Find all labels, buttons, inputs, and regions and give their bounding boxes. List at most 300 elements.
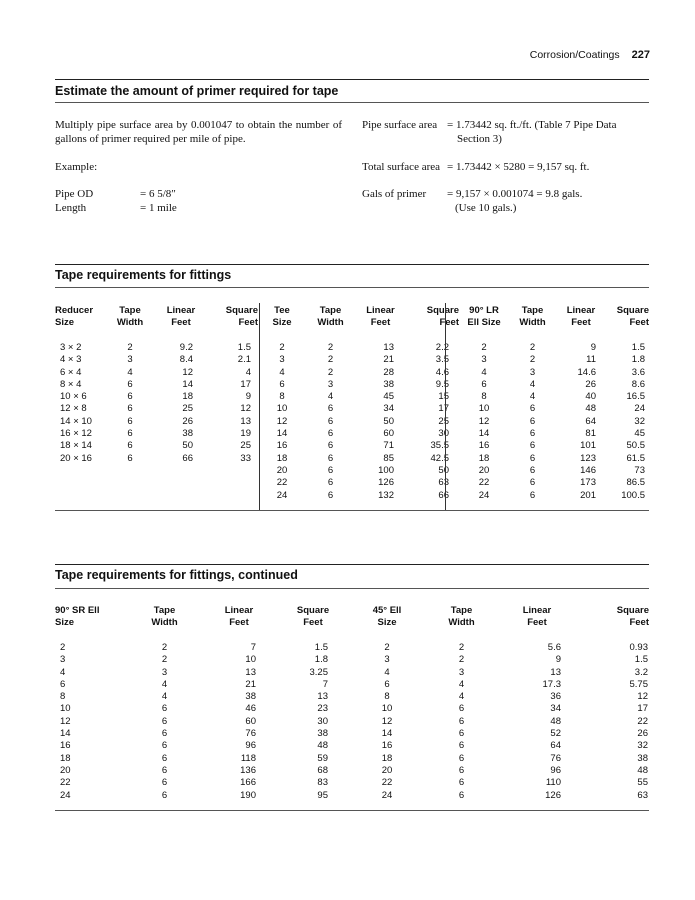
column-header bbox=[105, 305, 155, 342]
table-cell: 6 bbox=[458, 764, 465, 776]
table-cell: 25 bbox=[240, 440, 251, 452]
table-cell: 1.8 bbox=[314, 654, 328, 666]
pipe-od-value: = 6 5/8″ bbox=[140, 188, 176, 200]
column-header bbox=[556, 305, 606, 342]
table-cell: 30 bbox=[438, 428, 449, 440]
section-rule bbox=[55, 102, 649, 103]
table-cell: 6 bbox=[529, 489, 536, 501]
table-cell: 12 bbox=[276, 415, 288, 427]
table-cell: 6 bbox=[127, 378, 133, 390]
table-cell: 6 bbox=[161, 752, 168, 764]
table-cell: 2 bbox=[529, 342, 536, 353]
table-cell: 7 bbox=[322, 678, 328, 690]
table-cell: 64 bbox=[550, 740, 561, 752]
table-cell: 6 bbox=[327, 403, 334, 415]
table-cell: 24 bbox=[60, 789, 71, 801]
table-cell: 38 bbox=[637, 752, 648, 764]
table-cell: 8 bbox=[60, 691, 66, 703]
table-cell: 4 bbox=[458, 678, 465, 690]
table-bottom-rule bbox=[55, 810, 649, 811]
psa-value-1: = 1.73442 sq. ft./ft. (Table 7 Pipe Data bbox=[447, 119, 617, 131]
table-cell bbox=[207, 465, 258, 477]
table-cell: 6 bbox=[161, 789, 168, 801]
column-header-line: Width bbox=[519, 316, 546, 328]
table-row bbox=[55, 642, 649, 654]
table-cell: 2.1 bbox=[237, 354, 251, 366]
table-cell: 2 bbox=[60, 642, 66, 653]
example-label: Example: bbox=[55, 161, 98, 173]
table-cell: 14 bbox=[478, 428, 490, 440]
table-row bbox=[55, 403, 649, 415]
table-cell: 4 bbox=[529, 391, 536, 403]
table-cell: 173 bbox=[580, 477, 596, 489]
column-header-line: Feet bbox=[527, 616, 547, 628]
column-header-line: Size bbox=[55, 616, 75, 628]
table-cell: 126 bbox=[378, 477, 394, 489]
table-cell: 110 bbox=[545, 777, 561, 789]
table-cell: 16 bbox=[60, 740, 71, 752]
table-cell: 6 bbox=[127, 391, 133, 403]
column-header-line: Square bbox=[296, 605, 330, 616]
table-cell: 6 bbox=[127, 440, 133, 452]
table-cell: 4 × 3 bbox=[60, 354, 82, 366]
length-value: = 1 mile bbox=[140, 202, 177, 214]
table-cell: 6 bbox=[161, 764, 168, 776]
table-cell: 18 bbox=[60, 752, 71, 764]
table-cell: 6 × 4 bbox=[60, 366, 82, 378]
table-row bbox=[55, 703, 649, 715]
table-row bbox=[55, 691, 649, 703]
gals-value-2: (Use 10 gals.) bbox=[455, 202, 517, 214]
column-header-line: Tape bbox=[521, 305, 544, 316]
table-cell: 132 bbox=[378, 489, 394, 501]
table-cell: 8 bbox=[279, 391, 285, 403]
table-cell: 52 bbox=[550, 728, 561, 740]
table-cell: 17 bbox=[637, 703, 648, 715]
table-cell: 6 bbox=[161, 777, 168, 789]
table-cell bbox=[105, 465, 155, 477]
table-cell bbox=[105, 477, 155, 489]
table-cell: 8.6 bbox=[631, 378, 645, 390]
table-row bbox=[55, 765, 649, 777]
table-cell: 20 bbox=[381, 764, 393, 776]
table-row bbox=[55, 667, 649, 679]
table-row bbox=[55, 753, 649, 765]
column-header-line: Linear bbox=[224, 605, 254, 616]
table-cell: 100 bbox=[378, 464, 394, 476]
table-cell: 6 bbox=[481, 378, 487, 390]
table-cell: 13 bbox=[240, 415, 251, 427]
table-cell: 2 bbox=[127, 342, 133, 353]
column-header-line: Feet bbox=[439, 316, 459, 328]
table-cell: 12 bbox=[637, 691, 648, 703]
table-cell: 96 bbox=[550, 764, 561, 776]
column-header bbox=[306, 305, 355, 342]
column-header bbox=[459, 305, 509, 342]
column-header-line: Width bbox=[116, 316, 144, 328]
table-cell: 4 bbox=[245, 366, 251, 378]
table-cell: 14 bbox=[60, 728, 71, 740]
column-header bbox=[207, 305, 258, 342]
table-cell: 22 bbox=[381, 777, 393, 789]
table-cell: 2 bbox=[327, 366, 334, 378]
column-header bbox=[155, 305, 207, 342]
table-cell: 6 bbox=[458, 752, 465, 764]
column-header-line: Reducer bbox=[55, 305, 94, 316]
table-cell: 3 bbox=[529, 366, 536, 378]
table-cell: 136 bbox=[240, 764, 256, 776]
table-cell: 12 bbox=[60, 715, 71, 727]
column-header bbox=[350, 605, 424, 642]
table-cell bbox=[105, 490, 155, 502]
tape-fittings-table bbox=[55, 305, 649, 502]
column-header-line: Feet bbox=[571, 316, 591, 328]
table-cell: 8.4 bbox=[179, 354, 193, 366]
column-header-line: Tape bbox=[450, 605, 473, 616]
table-cell: 2.2 bbox=[435, 342, 449, 353]
column-header bbox=[55, 605, 127, 642]
table-cell: 3 bbox=[60, 654, 66, 666]
table-cell: 32 bbox=[637, 740, 648, 752]
table-cell: 55 bbox=[637, 777, 648, 789]
column-header bbox=[127, 605, 202, 642]
table-cell: 3.5 bbox=[435, 354, 449, 366]
table-cell: 3 × 2 bbox=[60, 342, 82, 353]
table-cell: 66 bbox=[438, 489, 449, 501]
column-header bbox=[202, 605, 276, 642]
running-header bbox=[530, 49, 650, 61]
table-cell: 4 bbox=[481, 366, 487, 378]
table-cell: 6 bbox=[327, 428, 334, 440]
table-cell: 85 bbox=[383, 452, 394, 464]
table-row bbox=[55, 777, 649, 789]
table-cell: 6 bbox=[529, 440, 536, 452]
running-header-title: Corrosion/Coatings bbox=[529, 49, 620, 61]
table-row bbox=[55, 428, 649, 440]
table-cell: 18 bbox=[478, 452, 490, 464]
table-cell: 4 bbox=[458, 691, 465, 703]
length-label: Length bbox=[55, 202, 87, 214]
table-cell: 6 bbox=[327, 440, 334, 452]
table-cell: 61.5 bbox=[626, 452, 645, 464]
table-header-row bbox=[55, 305, 649, 342]
table-cell bbox=[155, 477, 207, 489]
table-cell: 2 bbox=[279, 342, 285, 353]
table-cell: 4 bbox=[127, 366, 133, 378]
table-cell: 6 bbox=[529, 452, 536, 464]
table-cell: 1.5 bbox=[631, 342, 645, 353]
table-cell: 24 bbox=[478, 489, 490, 501]
table-cell: 1.8 bbox=[631, 354, 645, 366]
column-header bbox=[575, 605, 649, 642]
column-header-line: Size bbox=[377, 616, 397, 628]
table-cell: 6 bbox=[529, 403, 536, 415]
table-cell: 12 × 8 bbox=[60, 403, 87, 415]
table-cell: 6 bbox=[161, 740, 168, 752]
table-cell: 38 bbox=[383, 378, 394, 390]
table-cell: 20 bbox=[478, 464, 490, 476]
table-cell: 18 bbox=[276, 452, 288, 464]
table-cell: 12 bbox=[381, 715, 393, 727]
table-cell: 1.5 bbox=[314, 642, 328, 653]
column-separator bbox=[259, 303, 260, 510]
table-cell: 6 bbox=[529, 464, 536, 476]
table-cell: 6 bbox=[458, 740, 465, 752]
table-cell: 6 bbox=[458, 728, 465, 740]
table-cell: 190 bbox=[240, 789, 256, 801]
column-header-line: Ell Size bbox=[467, 316, 501, 328]
table-cell: 48 bbox=[637, 764, 648, 776]
table-cell: 20 bbox=[276, 464, 288, 476]
table-cell: 48 bbox=[585, 403, 596, 415]
table-cell: 6 bbox=[127, 452, 133, 464]
section-rule bbox=[55, 287, 649, 288]
table-cell: 13 bbox=[245, 666, 256, 678]
table-cell: 11 bbox=[586, 354, 596, 366]
table-cell: 4 bbox=[384, 666, 390, 678]
table-row bbox=[55, 465, 649, 477]
table-cell: 12 bbox=[478, 415, 490, 427]
calc-block bbox=[362, 118, 652, 215]
table-cell: 3 bbox=[161, 666, 168, 678]
table-cell: 9.5 bbox=[435, 378, 449, 390]
table-cell: 2 bbox=[327, 342, 334, 353]
table-cell: 16.5 bbox=[626, 391, 645, 403]
table-cell: 18 bbox=[182, 391, 193, 403]
table-cell: 24 bbox=[276, 489, 288, 501]
table-cell: 48 bbox=[550, 715, 561, 727]
table-cell: 1.5 bbox=[634, 654, 648, 666]
table-cell: 22 bbox=[478, 477, 490, 489]
column-header-line: Width bbox=[448, 616, 475, 628]
column-header-line: Width bbox=[317, 316, 344, 328]
table-cell: 4 bbox=[161, 678, 168, 690]
section-title-tape-fittings-continued: Tape requirements for fittings, continued bbox=[55, 568, 298, 582]
table-cell: 6 bbox=[127, 415, 133, 427]
table-cell: 64 bbox=[585, 415, 596, 427]
table-cell: 3.6 bbox=[631, 366, 645, 378]
section-title-primer: Estimate the amount of primer required for tape bbox=[55, 84, 339, 98]
table-cell: 3 bbox=[458, 666, 465, 678]
table-cell: 28 bbox=[383, 366, 394, 378]
table-cell: 48 bbox=[317, 740, 328, 752]
table-cell: 2 bbox=[458, 642, 465, 653]
table-cell bbox=[207, 490, 258, 502]
table-row bbox=[55, 477, 649, 489]
table-row bbox=[55, 679, 649, 691]
column-separator bbox=[445, 303, 446, 510]
column-header-line: Size bbox=[55, 316, 75, 328]
table-cell: 10 bbox=[276, 403, 288, 415]
table-cell: 10 bbox=[478, 403, 490, 415]
table-row bbox=[55, 740, 649, 752]
table-row bbox=[55, 490, 649, 502]
table-cell: 21 bbox=[383, 354, 394, 366]
table-cell bbox=[55, 477, 105, 489]
table-cell: 10 × 6 bbox=[60, 391, 87, 403]
tsa-value: = 1.73442 × 5280 = 9,157 sq. ft. bbox=[447, 161, 590, 173]
table-cell bbox=[207, 477, 258, 489]
table-cell: 101 bbox=[580, 440, 596, 452]
table-cell: 6 bbox=[529, 415, 536, 427]
table-cell: 2 bbox=[327, 354, 334, 366]
table-cell: 6 bbox=[458, 777, 465, 789]
table-cell: 3 bbox=[127, 354, 133, 366]
table-cell: 26 bbox=[637, 728, 648, 740]
table-row bbox=[55, 379, 649, 391]
table-cell: 17 bbox=[240, 378, 251, 390]
table-cell: 3 bbox=[481, 354, 487, 366]
table-row bbox=[55, 716, 649, 728]
table-cell: 146 bbox=[580, 464, 596, 476]
table-cell: 4 bbox=[529, 378, 536, 390]
table-cell: 6 bbox=[327, 477, 334, 489]
column-header-line: 45° Ell bbox=[372, 605, 402, 616]
table-cell: 20 bbox=[60, 764, 71, 776]
column-header-line: Width bbox=[151, 616, 178, 628]
table-cell: 100.5 bbox=[621, 489, 645, 501]
table-cell: 22 bbox=[637, 715, 648, 727]
table-cell: 3.2 bbox=[634, 666, 648, 678]
column-header bbox=[258, 305, 306, 342]
table-cell: 71 bbox=[383, 440, 394, 452]
tsa-label: Total surface area bbox=[362, 161, 441, 173]
table-cell: 14 bbox=[276, 428, 288, 440]
table-cell: 6 bbox=[127, 428, 133, 440]
table-cell: 6 bbox=[161, 715, 168, 727]
column-header-line: Feet bbox=[629, 616, 649, 628]
column-header-line: Tape bbox=[319, 305, 342, 316]
table-cell: 10 bbox=[245, 654, 256, 666]
table-cell: 26 bbox=[585, 378, 596, 390]
column-header bbox=[424, 605, 499, 642]
table-cell: 123 bbox=[580, 452, 596, 464]
column-header-line: 90° SR Ell bbox=[55, 605, 100, 616]
pipe-od-label: Pipe OD bbox=[55, 188, 94, 200]
column-header-line: Linear bbox=[166, 305, 196, 316]
table-cell: 16 bbox=[478, 440, 490, 452]
column-header bbox=[276, 605, 350, 642]
table-cell: 13 bbox=[383, 342, 394, 353]
table-cell: 2 bbox=[384, 642, 390, 653]
table-cell: 6 bbox=[458, 789, 465, 801]
example-values bbox=[55, 187, 177, 215]
column-header bbox=[509, 305, 556, 342]
column-header-line: Linear bbox=[522, 605, 552, 616]
column-header-line: Feet bbox=[238, 316, 258, 328]
table-cell: 68 bbox=[317, 764, 328, 776]
column-header-line: Feet bbox=[171, 316, 191, 328]
table-cell: 50 bbox=[438, 464, 449, 476]
table-cell: 33 bbox=[240, 452, 251, 464]
table-cell: 12 bbox=[240, 403, 251, 415]
table-cell: 13 bbox=[550, 666, 561, 678]
column-header bbox=[406, 305, 459, 342]
column-header-line: Feet bbox=[370, 316, 391, 328]
table-cell: 76 bbox=[245, 728, 256, 740]
table-cell: 4.6 bbox=[435, 366, 449, 378]
section-title-tape-fittings: Tape requirements for fittings bbox=[55, 268, 232, 282]
table-cell: 16 bbox=[276, 440, 288, 452]
table-cell: 25 bbox=[182, 403, 193, 415]
table-cell: 45 bbox=[634, 428, 645, 440]
table-cell: 50 bbox=[383, 415, 394, 427]
table-cell: 9 bbox=[555, 654, 561, 666]
table-cell: 2 bbox=[161, 654, 168, 666]
table-row bbox=[55, 342, 649, 354]
table-cell: 14 × 10 bbox=[60, 415, 92, 427]
table-cell: 81 bbox=[585, 428, 596, 440]
table-cell: 2 bbox=[458, 654, 465, 666]
table-cell bbox=[155, 490, 207, 502]
table-cell: 18 × 14 bbox=[60, 440, 92, 452]
table-cell: 12 bbox=[182, 366, 193, 378]
table-cell: 21 bbox=[245, 678, 256, 690]
table-cell: 66 bbox=[182, 452, 193, 464]
table-cell: 118 bbox=[240, 752, 256, 764]
table-bottom-rule bbox=[55, 510, 649, 511]
column-header-line: Size bbox=[272, 316, 292, 328]
psa-label: Pipe surface area bbox=[362, 119, 438, 131]
table-header-row bbox=[55, 605, 649, 642]
table-cell: 3 bbox=[384, 654, 390, 666]
table-cell: 6 bbox=[529, 428, 536, 440]
table-cell bbox=[55, 465, 105, 477]
table-cell: 50.5 bbox=[626, 440, 645, 452]
table-cell: 38 bbox=[182, 428, 193, 440]
gals-label: Gals of primer bbox=[362, 188, 427, 200]
column-header bbox=[355, 305, 406, 342]
table-cell: 3 bbox=[279, 354, 285, 366]
table-cell: 38 bbox=[245, 691, 256, 703]
table-cell: 46 bbox=[245, 703, 256, 715]
table-row bbox=[55, 440, 649, 452]
table-cell: 6 bbox=[279, 378, 285, 390]
table-cell: 1.5 bbox=[237, 342, 251, 353]
column-header-line: Feet bbox=[229, 616, 249, 628]
table-cell: 63 bbox=[637, 789, 648, 801]
table-cell: 5.75 bbox=[629, 678, 648, 690]
table-row bbox=[55, 654, 649, 666]
table-cell: 16 bbox=[381, 740, 393, 752]
table-cell: 15 bbox=[438, 391, 449, 403]
table-cell: 83 bbox=[317, 777, 328, 789]
table-cell: 95 bbox=[317, 789, 328, 801]
table-cell: 8 × 4 bbox=[60, 378, 82, 390]
table-cell: 6 bbox=[161, 703, 168, 715]
table-row bbox=[55, 367, 649, 379]
table-cell: 16 × 12 bbox=[60, 428, 92, 440]
table-cell: 17.3 bbox=[542, 678, 561, 690]
table-cell: 6 bbox=[60, 678, 66, 690]
section-rule bbox=[55, 564, 649, 565]
table-cell: 126 bbox=[545, 789, 561, 801]
table-row bbox=[55, 391, 649, 403]
table-cell: 22 bbox=[60, 777, 71, 789]
table-cell: 32 bbox=[634, 415, 645, 427]
table-cell: 86.5 bbox=[626, 477, 645, 489]
table-cell: 5.6 bbox=[547, 642, 561, 653]
section-rule bbox=[55, 588, 649, 589]
table-cell: 60 bbox=[245, 715, 256, 727]
table-cell: 38 bbox=[317, 728, 328, 740]
psa-value-2: Section 3) bbox=[457, 133, 502, 145]
table-cell: 17 bbox=[438, 403, 449, 415]
column-header-line: Tape bbox=[119, 305, 141, 316]
column-header-line: Tee bbox=[274, 305, 290, 316]
page-number: 227 bbox=[631, 49, 650, 61]
table-cell: 50 bbox=[182, 440, 193, 452]
